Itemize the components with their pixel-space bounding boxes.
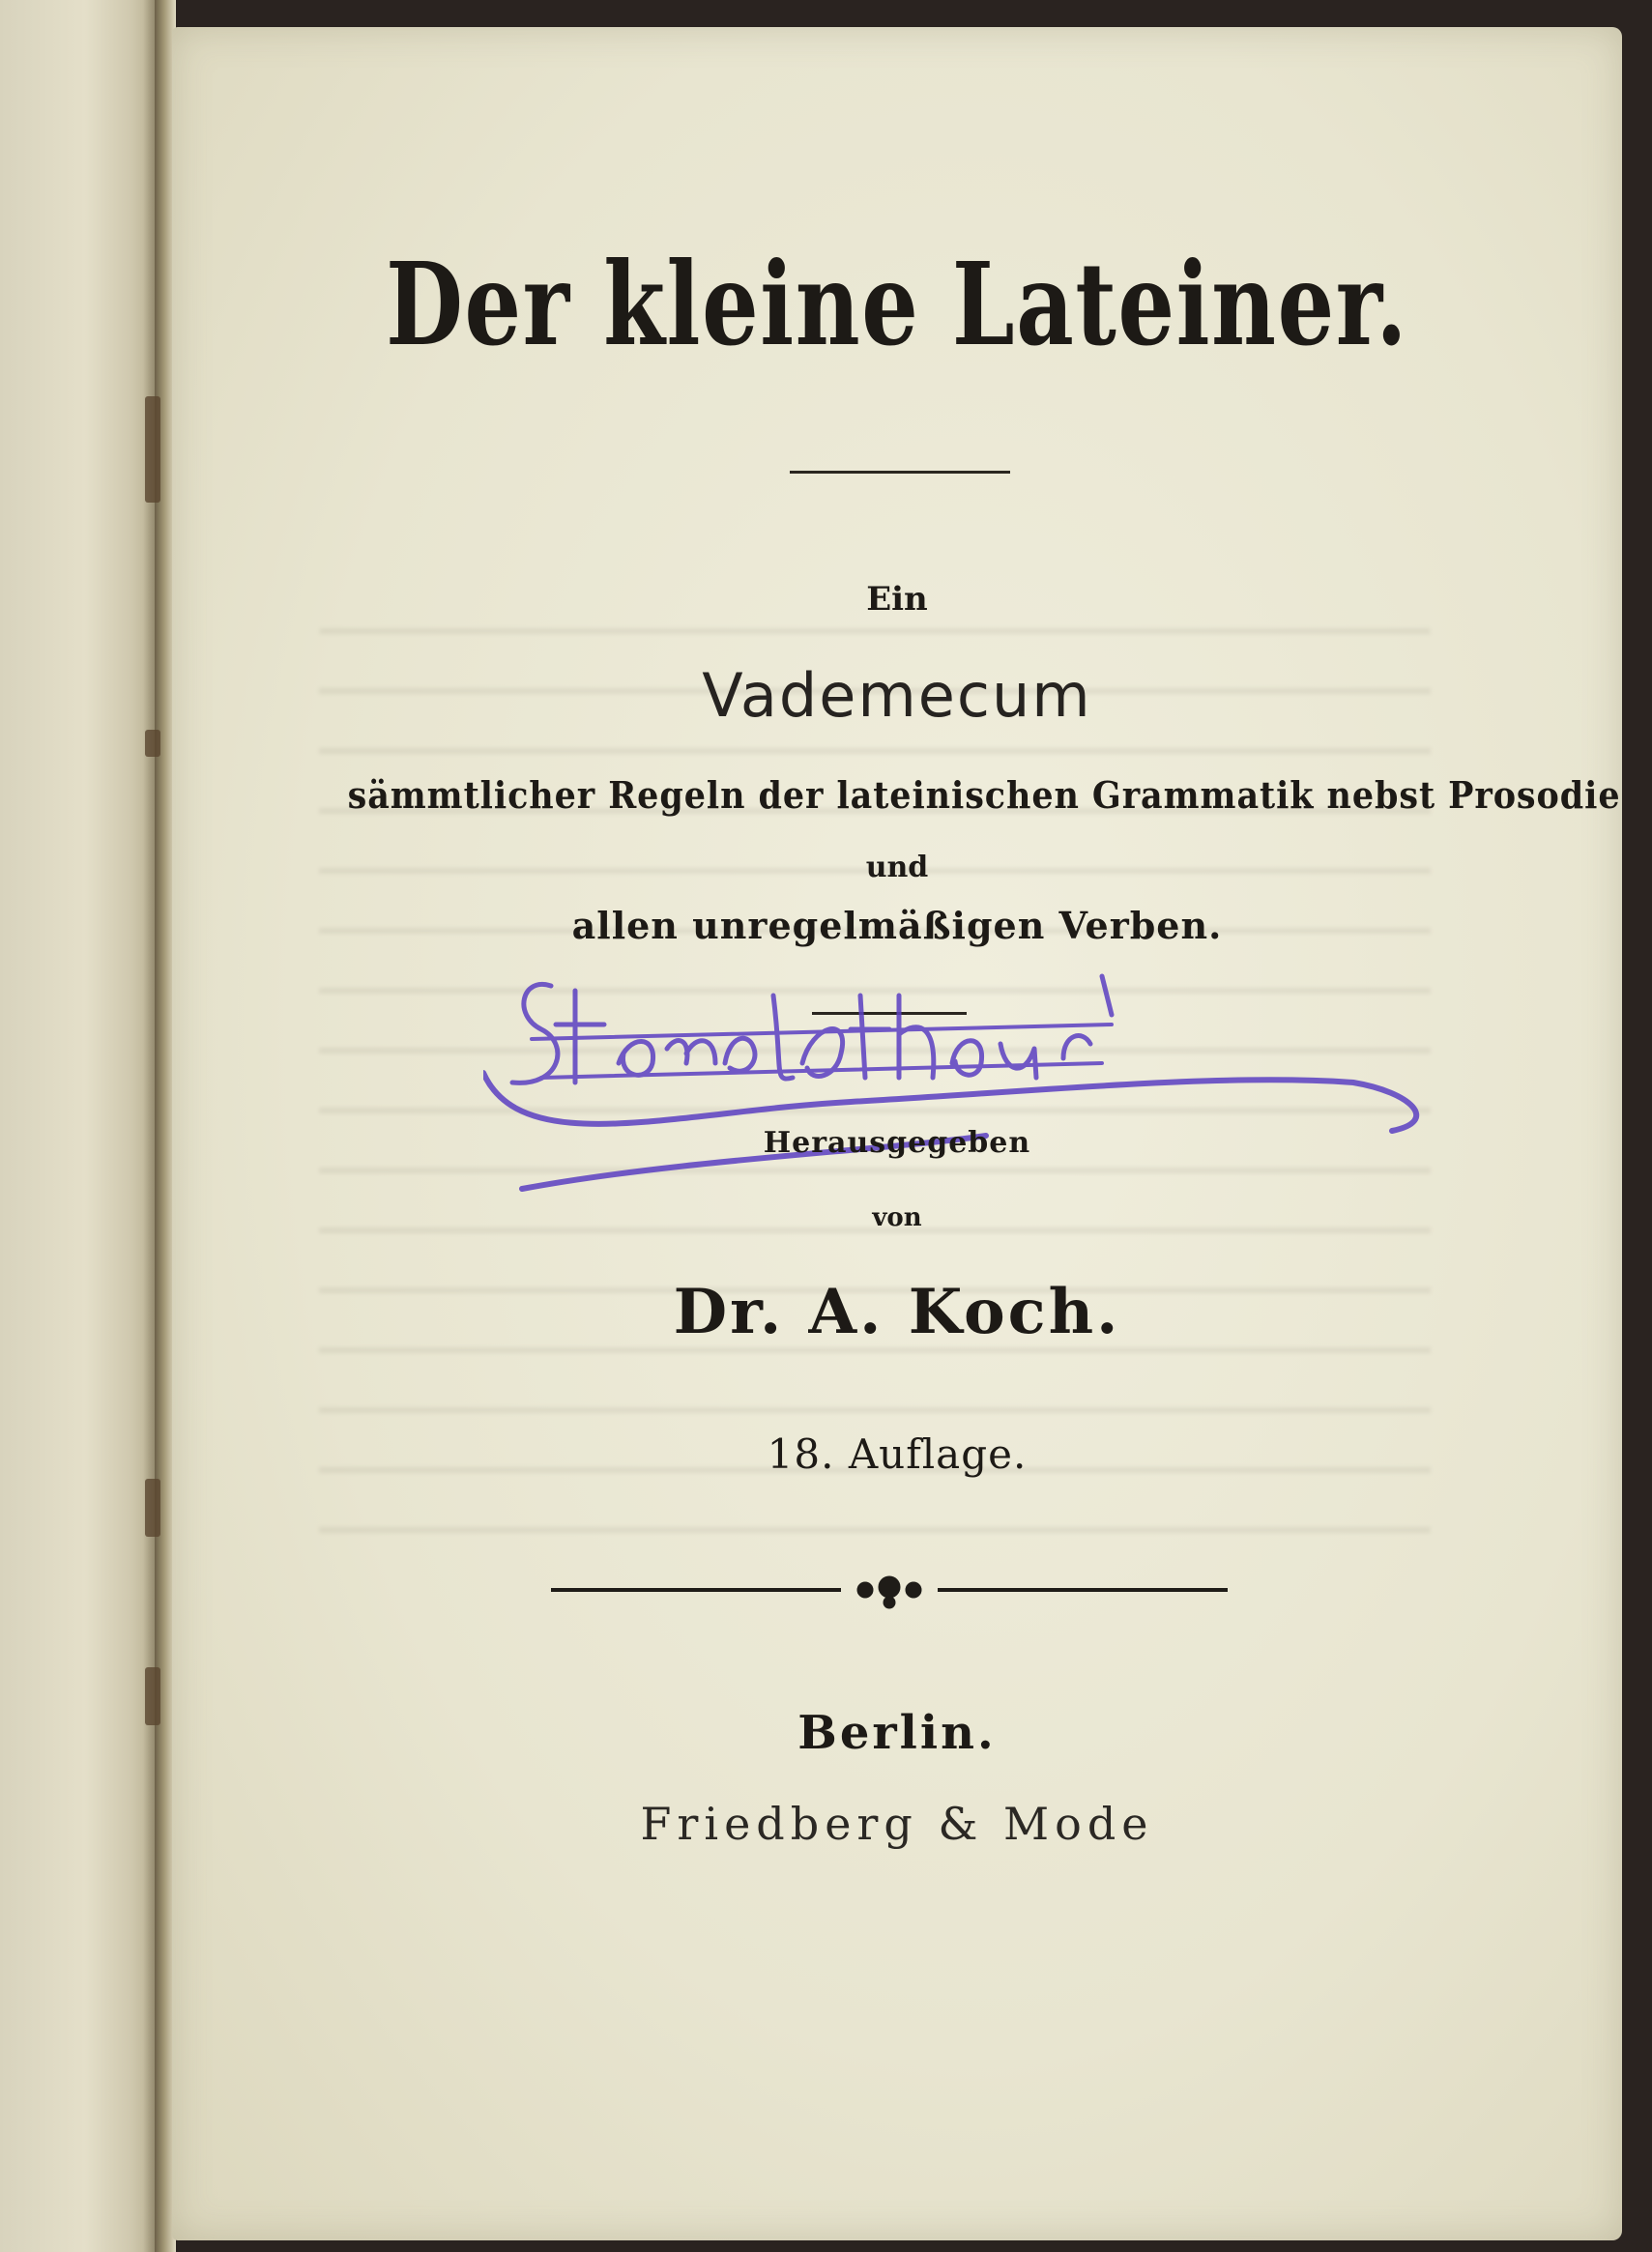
publisher-name: Friedberg & Mode <box>640 1798 1154 1850</box>
von-label: von <box>872 1203 922 1232</box>
binding-stain <box>145 396 160 503</box>
vademecum-heading: Vademecum <box>702 660 1092 731</box>
binding-stitch <box>145 1667 160 1725</box>
stamp-signature-text: Stern Pathhaus <box>483 957 489 958</box>
crossed-out-stamp-signature <box>483 957 1440 1208</box>
left-page-edge <box>0 0 155 2252</box>
und-label: und <box>865 851 929 884</box>
book-title: Der kleine Lateiner. <box>386 237 1408 371</box>
title-divider <box>790 471 1010 474</box>
ein-label: Ein <box>866 580 928 619</box>
author-name: Dr. A. Koch. <box>673 1276 1121 1348</box>
edition-label: 18. Auflage. <box>767 1430 1028 1478</box>
binding-stitch <box>145 730 160 757</box>
binding-stitch <box>145 1479 160 1537</box>
ornamental-divider <box>551 1566 1228 1614</box>
herausgegeben-label: Herausgegeben <box>763 1126 1031 1160</box>
publisher-city: Berlin. <box>797 1706 997 1760</box>
subtitle-line: sämmtlicher Regeln der lateinischen Grammatik nebst Prosodie <box>347 773 1621 817</box>
verbs-line: allen unregelmäßigen Verben. <box>571 904 1223 947</box>
